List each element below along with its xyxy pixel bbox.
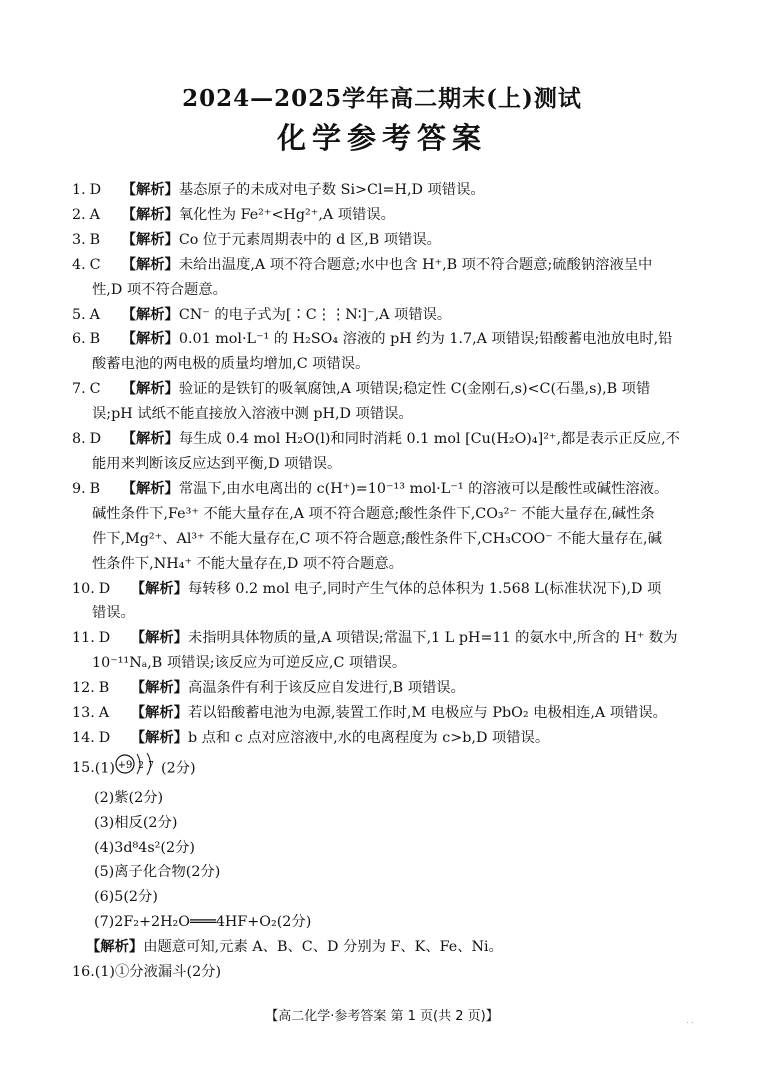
answer-item (72, 676, 704, 701)
analysis-tag: 【解析】 (86, 939, 144, 956)
answer-item (72, 303, 704, 328)
analysis-text: 氧化性为 Fe²⁺<Hg²⁺,A 项错误。 (178, 206, 395, 223)
page-footer: 【高二化学·参考答案 第 1 页(共 2 页)】 (265, 1009, 499, 1024)
question-number: 11. (72, 630, 95, 647)
analysis-text: 高温条件有利于该反应自发进行,B 项错误。 (187, 680, 465, 697)
analysis-text: 未给出温度,A 项不符合题意;水中也含 H⁺,B 项不符合题意;硫酸钠溶液呈中 (178, 256, 653, 273)
q16-part1: (1)①分液漏斗(2分) (94, 964, 222, 981)
analysis-continuation: 性,D 项不符合题意。 (92, 281, 227, 298)
analysis-text: 每生成 0.4 mol H₂O(l)和同时消耗 0.1 mol [Cu(H₂O)₄]²⁺,都是表示正反应,不 (178, 431, 680, 448)
question-number: 4. (72, 256, 86, 273)
q15-part: (6)5(2分) (94, 889, 158, 906)
answer-first-line (72, 676, 704, 701)
answer-first-line (72, 228, 704, 253)
answer-choice: A (98, 705, 110, 722)
answer-choice: A (89, 306, 100, 323)
answer-first-line (72, 626, 704, 651)
analysis-tag: 【解析】 (130, 705, 188, 722)
analysis-text: 每转移 0.2 mol 电子,同时产生气体的总体积为 1.568 L(标准状况下),D 项 (187, 580, 662, 597)
page-subtitle: 化学参考答案 (276, 121, 487, 155)
answer-first-line (72, 303, 704, 328)
q15-part: (4)3d⁸4s²(2分) (94, 839, 195, 856)
analysis-text: 常温下,由水电离出的 c(H⁺)=10⁻¹³ mol·L⁻¹ 的溶液可以是酸性或碱性溶液。 (178, 480, 669, 497)
analysis-tag: 【解析】 (121, 331, 179, 348)
answer-choice: D (89, 182, 102, 198)
q15-part: (5)离子化合物(2分) (94, 864, 221, 881)
answer-item (72, 377, 704, 427)
answer-item (72, 577, 704, 627)
q15-analysis (72, 935, 704, 960)
analysis-tag: 【解析】 (121, 431, 179, 448)
analysis-tag: 【解析】 (130, 680, 188, 697)
atom-structure-diagram (115, 751, 161, 786)
answer-first-line (72, 427, 704, 452)
analysis-tag: 【解析】 (130, 729, 188, 746)
atom-shell1-label: 2 (138, 760, 144, 771)
answer-choice: C (89, 256, 101, 273)
analysis-tag: 【解析】 (130, 580, 188, 597)
question-number: 9. (72, 480, 86, 497)
answer-first-line (72, 178, 704, 203)
answer-item (72, 626, 704, 676)
answer-item (72, 178, 704, 203)
answer-first-line (72, 577, 704, 602)
analysis-text: 0.01 mol·L⁻¹ 的 H₂SO₄ 溶液的 pH 约为 1.7,A 项错误;铅酸蓄电池放电时,铅 (178, 331, 673, 348)
answer-first-line (72, 377, 704, 402)
analysis-continuation: 误;pH 试纸不能直接放入溶液中测 pH,D 项错误。 (92, 406, 413, 423)
answer-choice: B (98, 680, 110, 697)
answer-choice: A (89, 206, 100, 223)
analysis-tag: 【解析】 (121, 231, 179, 248)
analysis-text: b 点和 c 点对应溶液中,水的电离程度为 c>b,D 项错误。 (187, 729, 550, 746)
analysis-text: 未指明具体物质的量,A 项错误;常温下,1 L pH=11 的氨水中,所含的 H⁺ 数为 (187, 630, 678, 647)
analysis-text: 若以铅酸蓄电池为电源,装置工作时,M 电极应与 PbO₂ 电极相连,A 项错误。 (187, 705, 667, 722)
analysis-text: 基态原子的未成对电子数 Si>Cl=H,D 项错误。 (178, 182, 485, 198)
answer-choice: C (89, 381, 101, 398)
part-score: (2分) (161, 760, 196, 777)
question-number: 16. (72, 964, 95, 981)
question-number: 6. (72, 331, 86, 348)
answer-first-line (72, 203, 704, 228)
q15-part: (2)紫(2分) (94, 789, 164, 806)
answer-list (72, 178, 704, 985)
q15-parts (72, 786, 704, 935)
analysis-tag: 【解析】 (130, 630, 188, 647)
answer-item (72, 327, 704, 377)
question-number: 7. (72, 381, 86, 398)
analysis-text: 由题意可知,元素 A、B、C、D 分别为 F、K、Fe、Ni。 (143, 939, 503, 956)
question-15 (72, 751, 704, 960)
answer-item (72, 253, 704, 303)
answer-choice: D (98, 729, 111, 746)
analysis-tag: 【解析】 (121, 306, 179, 323)
answer-first-line (72, 701, 704, 726)
answer-first-line (72, 726, 704, 751)
question-16 (72, 960, 704, 985)
question-number: 12. (72, 680, 95, 697)
answer-choice: B (89, 231, 101, 248)
analysis-tag: 【解析】 (121, 381, 179, 398)
analysis-tag: 【解析】 (121, 256, 179, 273)
answer-item (72, 228, 704, 253)
answer-first-line (72, 477, 704, 502)
answer-first-line (72, 253, 704, 278)
answer-item (72, 427, 704, 477)
analysis-text: CN⁻ 的电子式为[∶C⋮⋮N∶]⁻,A 项错误。 (178, 306, 452, 323)
analysis-continuation: 碱性条件下,Fe³⁺ 不能大量存在,A 项不符合题意;酸性条件下,CO₃²⁻ 不能大量存在,碱性条 (92, 505, 655, 522)
analysis-tag: 【解析】 (121, 182, 179, 198)
question-number: 15. (72, 760, 95, 777)
page-title: 2024—2025学年高二期末(上)测试 (182, 85, 582, 112)
answer-choice: D (89, 431, 102, 448)
question-number: 5. (72, 306, 86, 323)
question-number: 2. (72, 206, 86, 223)
question-number: 8. (72, 431, 86, 448)
answer-first-line (72, 327, 704, 352)
answer-item (72, 203, 704, 228)
answer-item (72, 477, 704, 577)
analysis-continuation: 能用来判断该反应达到平衡,D 项错误。 (92, 455, 342, 472)
analysis-continuation: 错误。 (92, 605, 135, 622)
answer-choice: D (98, 580, 111, 597)
question-number: 3. (72, 231, 86, 248)
analysis-text: 验证的是铁钉的吸氧腐蚀,A 项错误;稳定性 C(金刚石,s)<C(石墨,s),B 项错 (178, 381, 651, 398)
corner-mark: . . (686, 1016, 694, 1025)
answer-choice: D (98, 630, 111, 647)
answer-item (72, 726, 704, 751)
multiple-choice-answers (72, 178, 704, 751)
answer-choice: B (89, 480, 101, 497)
analysis-continuation: 酸蓄电池的两电极的质量均增加,C 项错误。 (92, 356, 370, 373)
analysis-continuation: 件下,Mg²⁺、Al³⁺ 不能大量存在,C 项不符合题意;酸性条件下,CH₃COO⁻ 不能大量存在,碱 (92, 530, 662, 547)
question-number: 14. (72, 729, 95, 746)
question-number: 13. (72, 705, 95, 722)
atom-shell2-label: 7 (148, 760, 154, 771)
q15-part: (7)2F₂+2H₂O═══4HF+O₂(2分) (94, 914, 312, 931)
analysis-continuation: 性条件下,NH₄⁺ 不能大量存在,D 项不符合题意。 (92, 555, 403, 572)
analysis-text: Co 位于元素周期表中的 d 区,B 项错误。 (178, 231, 441, 248)
analysis-continuation: 10⁻¹¹Nₐ,B 项错误;该反应为可逆反应,C 项错误。 (92, 655, 407, 672)
atom-nucleus-label: +9 (117, 759, 133, 771)
q15-part: (3)相反(2分) (94, 814, 178, 831)
question-number: 10. (72, 580, 95, 597)
q15-part1 (72, 751, 704, 786)
answer-choice: B (89, 331, 101, 348)
analysis-tag: 【解析】 (121, 480, 179, 497)
atom-structure-svg (115, 751, 161, 777)
answer-item (72, 701, 704, 726)
analysis-tag: 【解析】 (121, 206, 179, 223)
part-label: (1) (94, 760, 116, 777)
question-number: 1. (72, 182, 86, 198)
